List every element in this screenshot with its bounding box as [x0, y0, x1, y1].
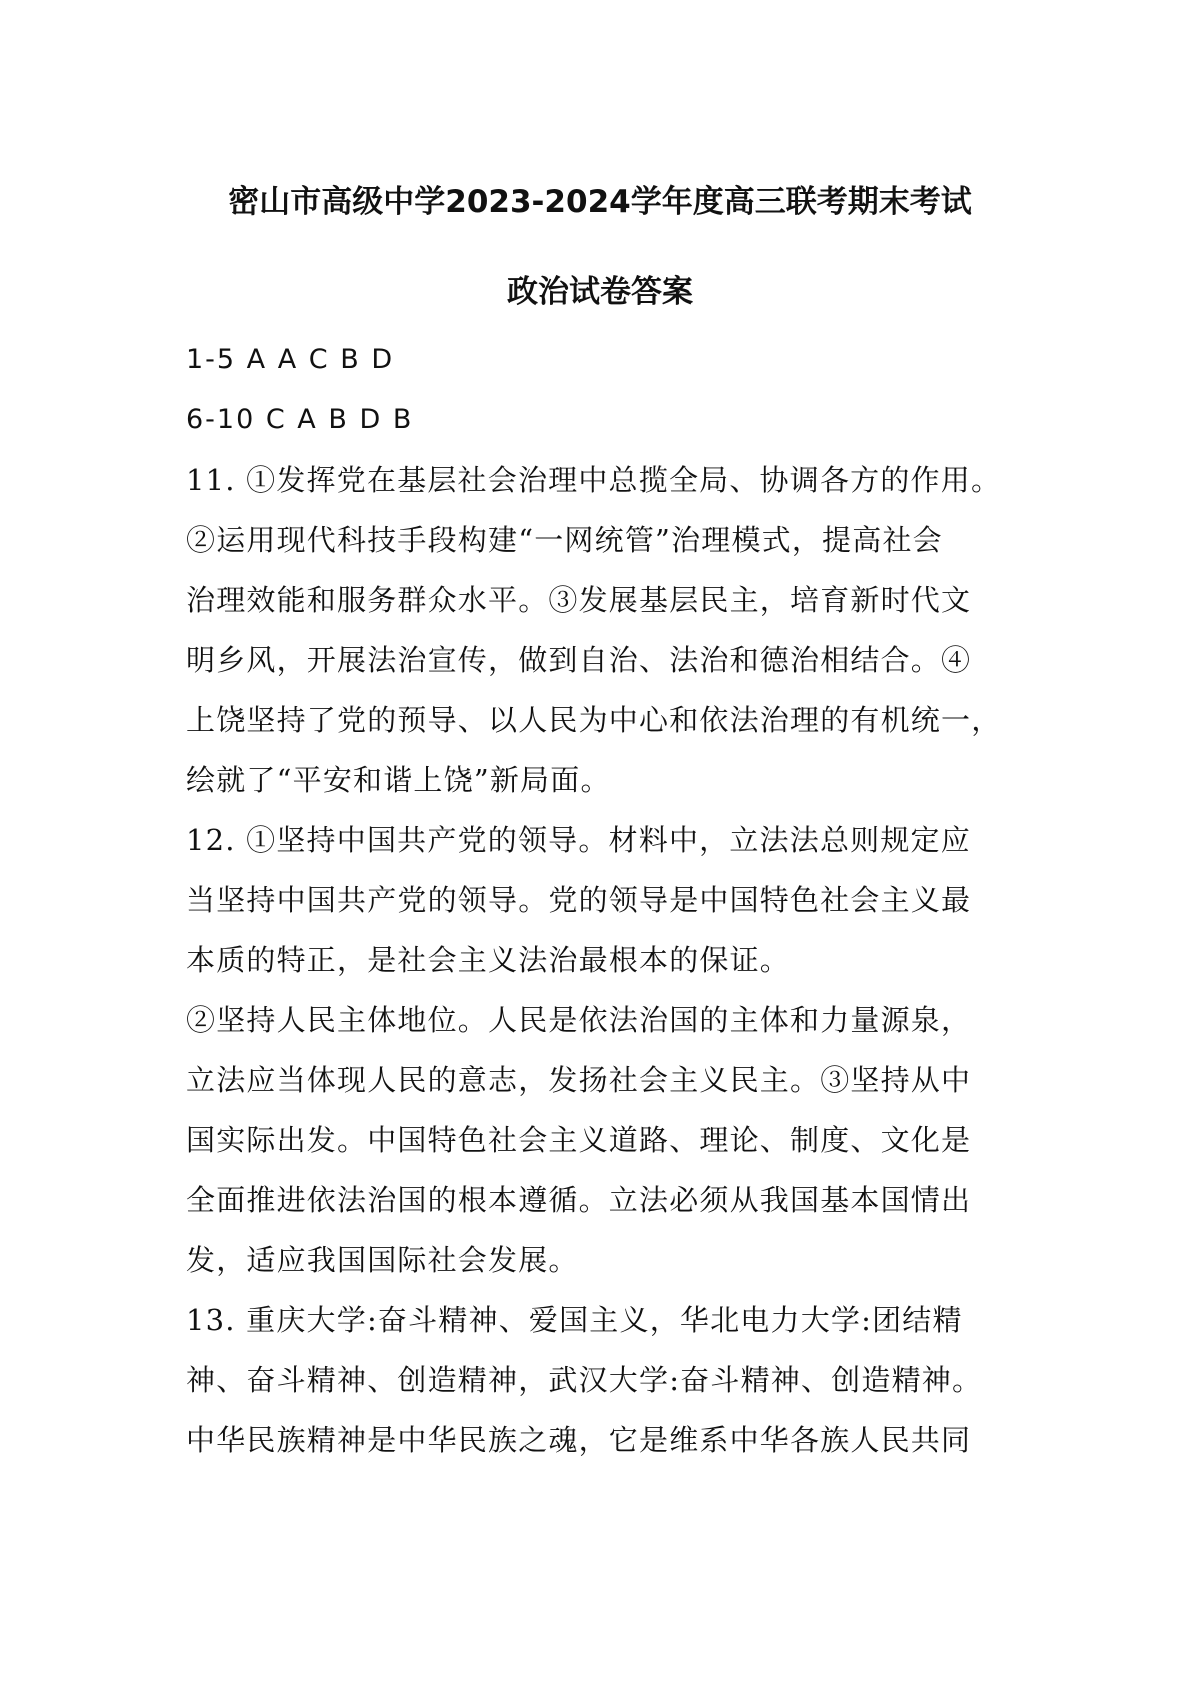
answer-line: 立法应当体现人民的意志，发扬社会主义民主。③坚持从中: [186, 1063, 972, 1097]
answer-line: 当坚持中国共产党的领导。党的领导是中国特色社会主义最: [186, 883, 972, 917]
answer-line: 11. ①发挥党在基层社会治理中总揽全局、协调各方的作用。: [186, 463, 1002, 497]
answer-line: 上饶坚持了党的预导、以人民为中心和依法治理的有机统一，: [186, 703, 1002, 737]
answer-line: 神、奋斗精神、创造精神，武汉大学:奋斗精神、创造精神。: [186, 1363, 983, 1397]
answer-line: 13. 重庆大学:奋斗精神、爱国主义，华北电力大学:团结精: [186, 1303, 963, 1337]
answer-line: 本质的特正，是社会主义法治最根本的保证。: [186, 943, 791, 977]
answer-line: 12. ①坚持中国共产党的领导。材料中，立法法总则规定应: [186, 823, 971, 857]
answer-line: 中华民族精神是中华民族之魂，它是维系中华各族人民共同: [186, 1423, 972, 1457]
answer-line: 全面推进依法治国的根本遵循。立法必须从我国基本国情出: [186, 1183, 972, 1217]
answer-line: 发，适应我国国际社会发展。: [186, 1243, 579, 1277]
answer-line: 绘就了“平安和谐上饶”新局面。: [186, 763, 611, 797]
mc-answers-6-10: 6-10 C A B D B: [186, 404, 414, 435]
document-subtitle: 政治试卷答案: [507, 274, 693, 310]
answer-line: ②运用现代科技手段构建“一网统管”治理模式，提高社会: [186, 523, 943, 557]
answer-line: ②坚持人民主体地位。人民是依法治国的主体和力量源泉，: [186, 1003, 972, 1037]
answer-line: 国实际出发。中国特色社会主义道路、理论、制度、文化是: [186, 1123, 972, 1157]
answer-line: 治理效能和服务群众水平。③发展基层民主，培育新时代文: [186, 583, 972, 617]
document-title: 密山市高级中学2023-2024学年度高三联考期末考试: [228, 184, 972, 220]
answer-line: 明乡风，开展法治宣传，做到自治、法治和德治相结合。④: [186, 643, 972, 677]
mc-answers-1-5: 1-5 A A C B D: [186, 344, 395, 375]
